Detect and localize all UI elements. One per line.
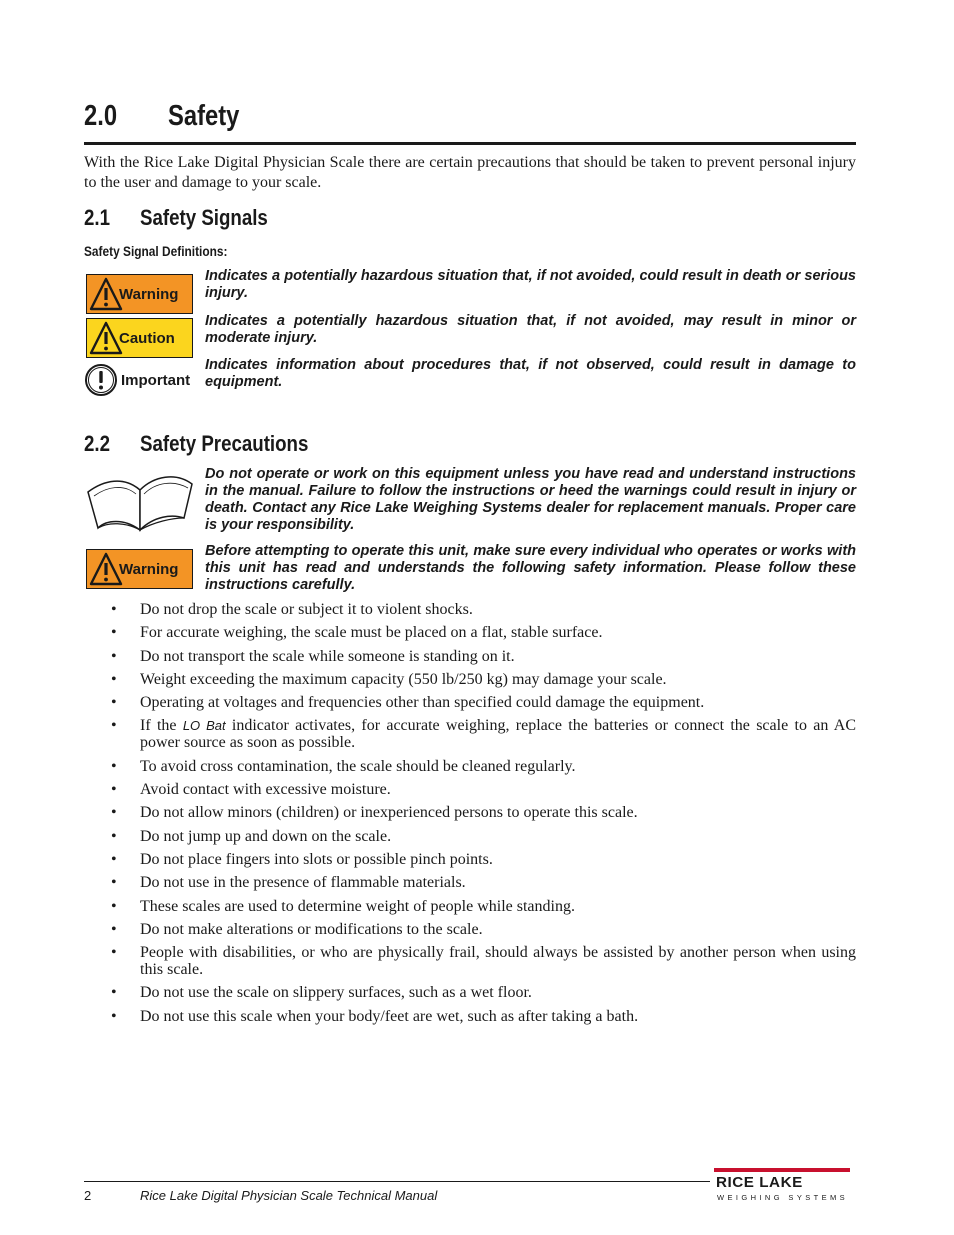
- list-item: • Do not use the scale on slippery surfaces, such as a wet floor.: [108, 984, 856, 1001]
- logo-bar: [714, 1168, 850, 1172]
- logo-subtitle: WEIGHING SYSTEMS: [717, 1193, 849, 1202]
- precaution-warning-badge: [86, 549, 193, 589]
- page-number: 2: [84, 1188, 92, 1203]
- heading-rule: [84, 142, 856, 145]
- list-item: • Do not place fingers into slots or possible pinch points.: [108, 851, 856, 868]
- section-title-precautions: Safety Precautions: [140, 431, 309, 456]
- list-item: • Do not allow minors (children) or inexperienced persons to operate this scale.: [108, 804, 856, 821]
- important-circle-icon: [84, 363, 118, 397]
- list-item: • For accurate weighing, the scale must be placed on a flat, stable surface.: [108, 624, 856, 641]
- footer-rule: [84, 1181, 710, 1182]
- list-item: • Do not jump up and down on the scale.: [108, 828, 856, 845]
- caution-definition: Indicates a potentially hazardous situation that, if not avoided, may result in minor or moderate injury.: [205, 313, 856, 346]
- list-item: • Operating at voltages and frequencies other than specified could damage the equipment.: [108, 694, 856, 711]
- caution-triangle-icon: [89, 320, 123, 356]
- definitions-label: Safety Signal Definitions:: [84, 243, 228, 259]
- list-item: • Avoid contact with excessive moisture.: [108, 781, 856, 798]
- warning-definition: Indicates a potentially hazardous situation that, if not avoided, could result in death or serious injury.: [205, 268, 856, 301]
- intro-paragraph: With the Rice Lake Digital Physician Scale there are certain precautions that should be taken to prevent personal injury to the user and damage to your scale.: [84, 154, 856, 191]
- list-item: • Do not drop the scale or subject it to violent shocks.: [108, 601, 856, 618]
- section-title-signals: Safety Signals: [140, 205, 268, 230]
- list-item-text: If the: [140, 717, 183, 735]
- section-number-precautions: 2.2: [84, 431, 111, 456]
- lo-bat-indicator-text: LO Bat: [182, 718, 226, 734]
- list-item: • To avoid cross contamination, the scale should be cleaned regularly.: [108, 758, 856, 775]
- rice-lake-logo: [714, 1168, 852, 1204]
- page-title: Safety: [168, 100, 240, 132]
- precaution-warning-label: Warning: [119, 560, 179, 578]
- important-badge: [84, 362, 190, 398]
- precautions-list: [108, 601, 856, 1031]
- list-item: • Do not use this scale when your body/feet are wet, such as after taking a bath.: [108, 1008, 856, 1025]
- heading-number: 2.0: [84, 100, 118, 132]
- warning-badge: [86, 274, 193, 314]
- manual-notice: Do not operate or work on this equipment unless you have read and understand instructions in the manual. Failure to follow the instructions or heed the warnings could result in injury or death. Contact any Rice Lake Weighing Systems dealer for replacement manuals. Proper care is your responsibility.: [205, 466, 856, 533]
- warning-triangle-icon: [89, 276, 123, 312]
- list-item: • These scales are used to determine weight of people while standing.: [108, 898, 856, 915]
- warning-triangle-icon: [89, 551, 123, 587]
- list-item: • Do not use in the presence of flammable materials.: [108, 874, 856, 891]
- list-item: • People with disabilities, or who are physically frail, should always be assisted by another person when using this scale.: [108, 944, 856, 978]
- list-item-text: indicator activates, for accurate weighing, replace the batteries or connect the scale to an AC power source as soon as possible.: [140, 717, 857, 752]
- important-badge-label: Important: [121, 371, 191, 389]
- caution-badge: [86, 318, 193, 358]
- caution-badge-label: Caution: [119, 329, 175, 347]
- list-item: • Do not transport the scale while someone is standing on it.: [108, 648, 856, 665]
- list-item: [108, 717, 856, 751]
- warning-badge-label: Warning: [119, 285, 179, 303]
- list-item: • Do not make alterations or modifications to the scale.: [108, 921, 856, 938]
- important-definition: Indicates information about procedures that, if not observed, could result in damage to equipment.: [205, 357, 856, 390]
- logo-name: RICE LAKE: [716, 1175, 803, 1191]
- list-item: • Weight exceeding the maximum capacity (550 lb/250 kg) may damage your scale.: [108, 671, 856, 688]
- warning-notice: Before attempting to operate this unit, make sure every individual who operates or works with this unit has read and understands the following safety information. Please follow these instructions carefully.: [205, 543, 856, 593]
- section-number-signals: 2.1: [84, 205, 111, 230]
- open-book-icon: [84, 470, 196, 532]
- footer-manual-title: Rice Lake Digital Physician Scale Technical Manual: [140, 1188, 438, 1203]
